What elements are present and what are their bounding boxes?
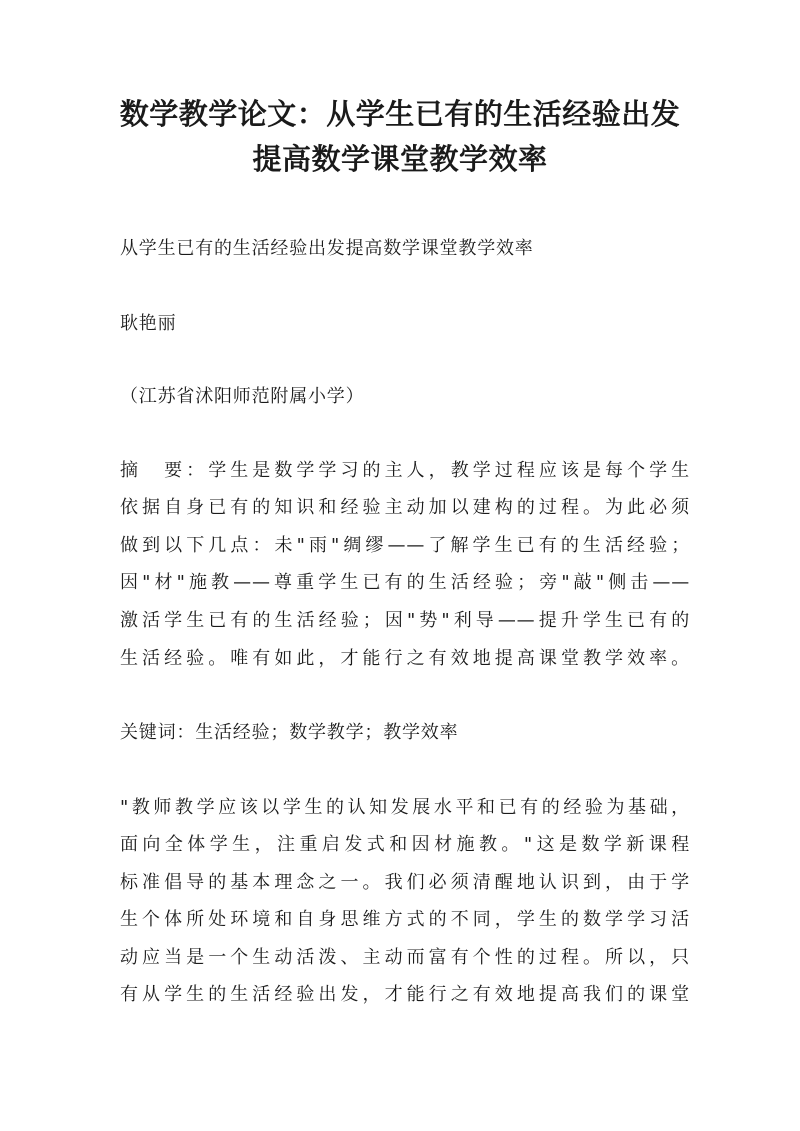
body-line: 生个体所处环境和自身思维方式的不同，学生的数学学习活 xyxy=(120,909,690,930)
abstract-line: 摘 要：学生是数学学习的主人，教学过程应该是每个学生 xyxy=(120,460,690,481)
document-title-line-2: 提高数学课堂教学效率 xyxy=(252,142,548,176)
body-line: 标准倡导的基本理念之一。我们必须清醒地认识到，由于学 xyxy=(120,872,690,893)
author-name: 耿艳丽 xyxy=(120,313,177,334)
document-title-line-1: 数学教学论文：从学生已有的生活经验出发 xyxy=(119,97,681,131)
body-line: 有从学生的生活经验出发，才能行之有效地提高我们的课堂 xyxy=(120,984,690,1005)
subtitle: 从学生已有的生活经验出发提高数学课堂教学效率 xyxy=(120,238,534,259)
body-line: 动应当是一个生动活泼、主动而富有个性的过程。所以，只 xyxy=(120,947,690,968)
author-affiliation: （江苏省沭阳师范附属小学） xyxy=(120,386,365,407)
body-line: "教师教学应该以学生的认知发展水平和已有的经验为基础， xyxy=(120,797,690,818)
keywords: 关键词：生活经验；数学教学；教学效率 xyxy=(120,722,459,743)
abstract-line: 依据自身已有的知识和经验主动加以建构的过程。为此必须 xyxy=(120,497,690,518)
body-line: 面向全体学生，注重启发式和因材施教。"这是数学新课程 xyxy=(120,834,690,855)
abstract-line: 生活经验。唯有如此，才能行之有效地提高课堂教学效率。 xyxy=(120,648,690,669)
abstract-line: 做到以下几点：未"雨"绸缪——了解学生已有的生活经验； xyxy=(120,535,690,556)
abstract-line: 因"材"施教——尊重学生已有的生活经验；旁"敲"侧击—— xyxy=(120,572,690,593)
abstract-line: 激活学生已有的生活经验；因"势"利导——提升学生已有的 xyxy=(120,610,690,631)
